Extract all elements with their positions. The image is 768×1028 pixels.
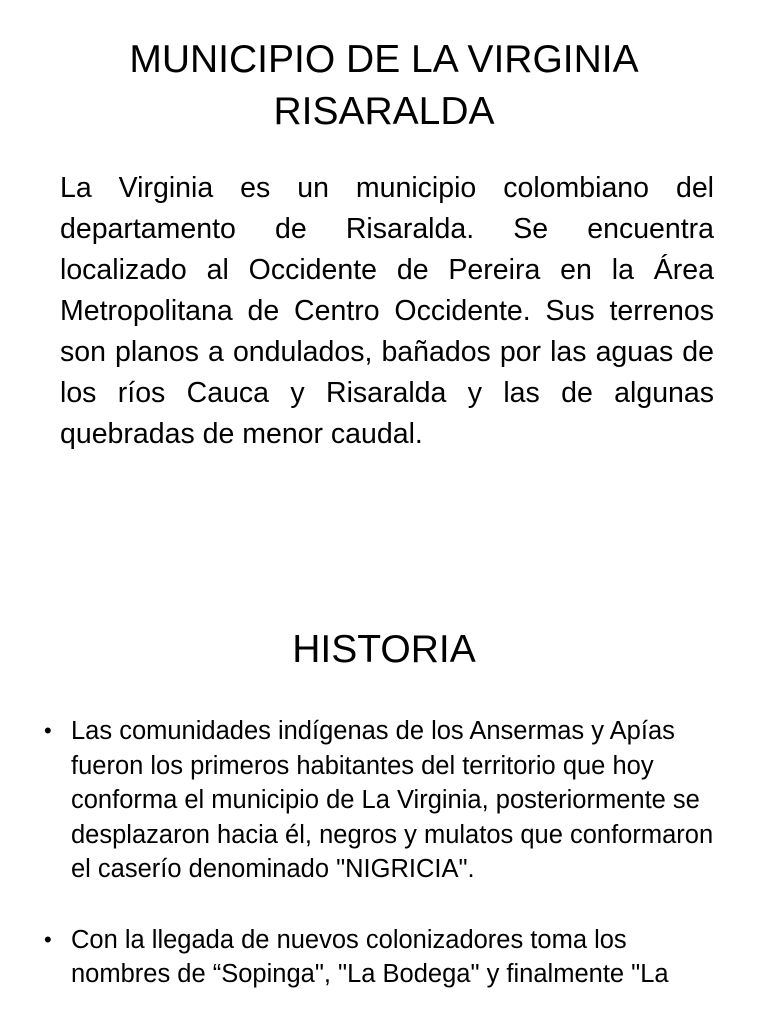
historia-bullet-list (0, 714, 768, 1028)
page-title (60, 34, 708, 138)
page-title-line-1: MUNICIPIO DE LA VIRGINIA (129, 38, 639, 81)
list-item (0, 714, 768, 887)
list-item (0, 923, 768, 992)
bullet-text: Las comunidades indígenas de los Ansermas y Apías fueron los primeros habitantes del territorio que hoy conforma el municipio de La Virginia, posteriormente se desplazaron hacia él, negros y mulatos que conformaron el caserío denominado "NIGRICIA". (71, 717, 714, 883)
bullet-icon: • (44, 926, 52, 952)
bullet-text: Con la llegada de nuevos colonizadores toma los nombres de “Sopinga", "La Bodega" y finalmente "La (71, 925, 669, 988)
section-heading-historia: HISTORIA (292, 628, 476, 671)
bullet-icon: • (44, 718, 52, 743)
page-title-line-2: RISARALDA (273, 90, 495, 133)
intro-paragraph: La Virginia es un municipio colombiano del departamento de Risaralda. Se encuentra localizado al Occidente de Pereira en la Área Metropolitana de Centro Occidente. Sus terrenos son planos a ondulados, bañados por las aguas de los ríos Cauca y Risaralda y las de algunas quebradas de menor caudal. (60, 172, 714, 450)
